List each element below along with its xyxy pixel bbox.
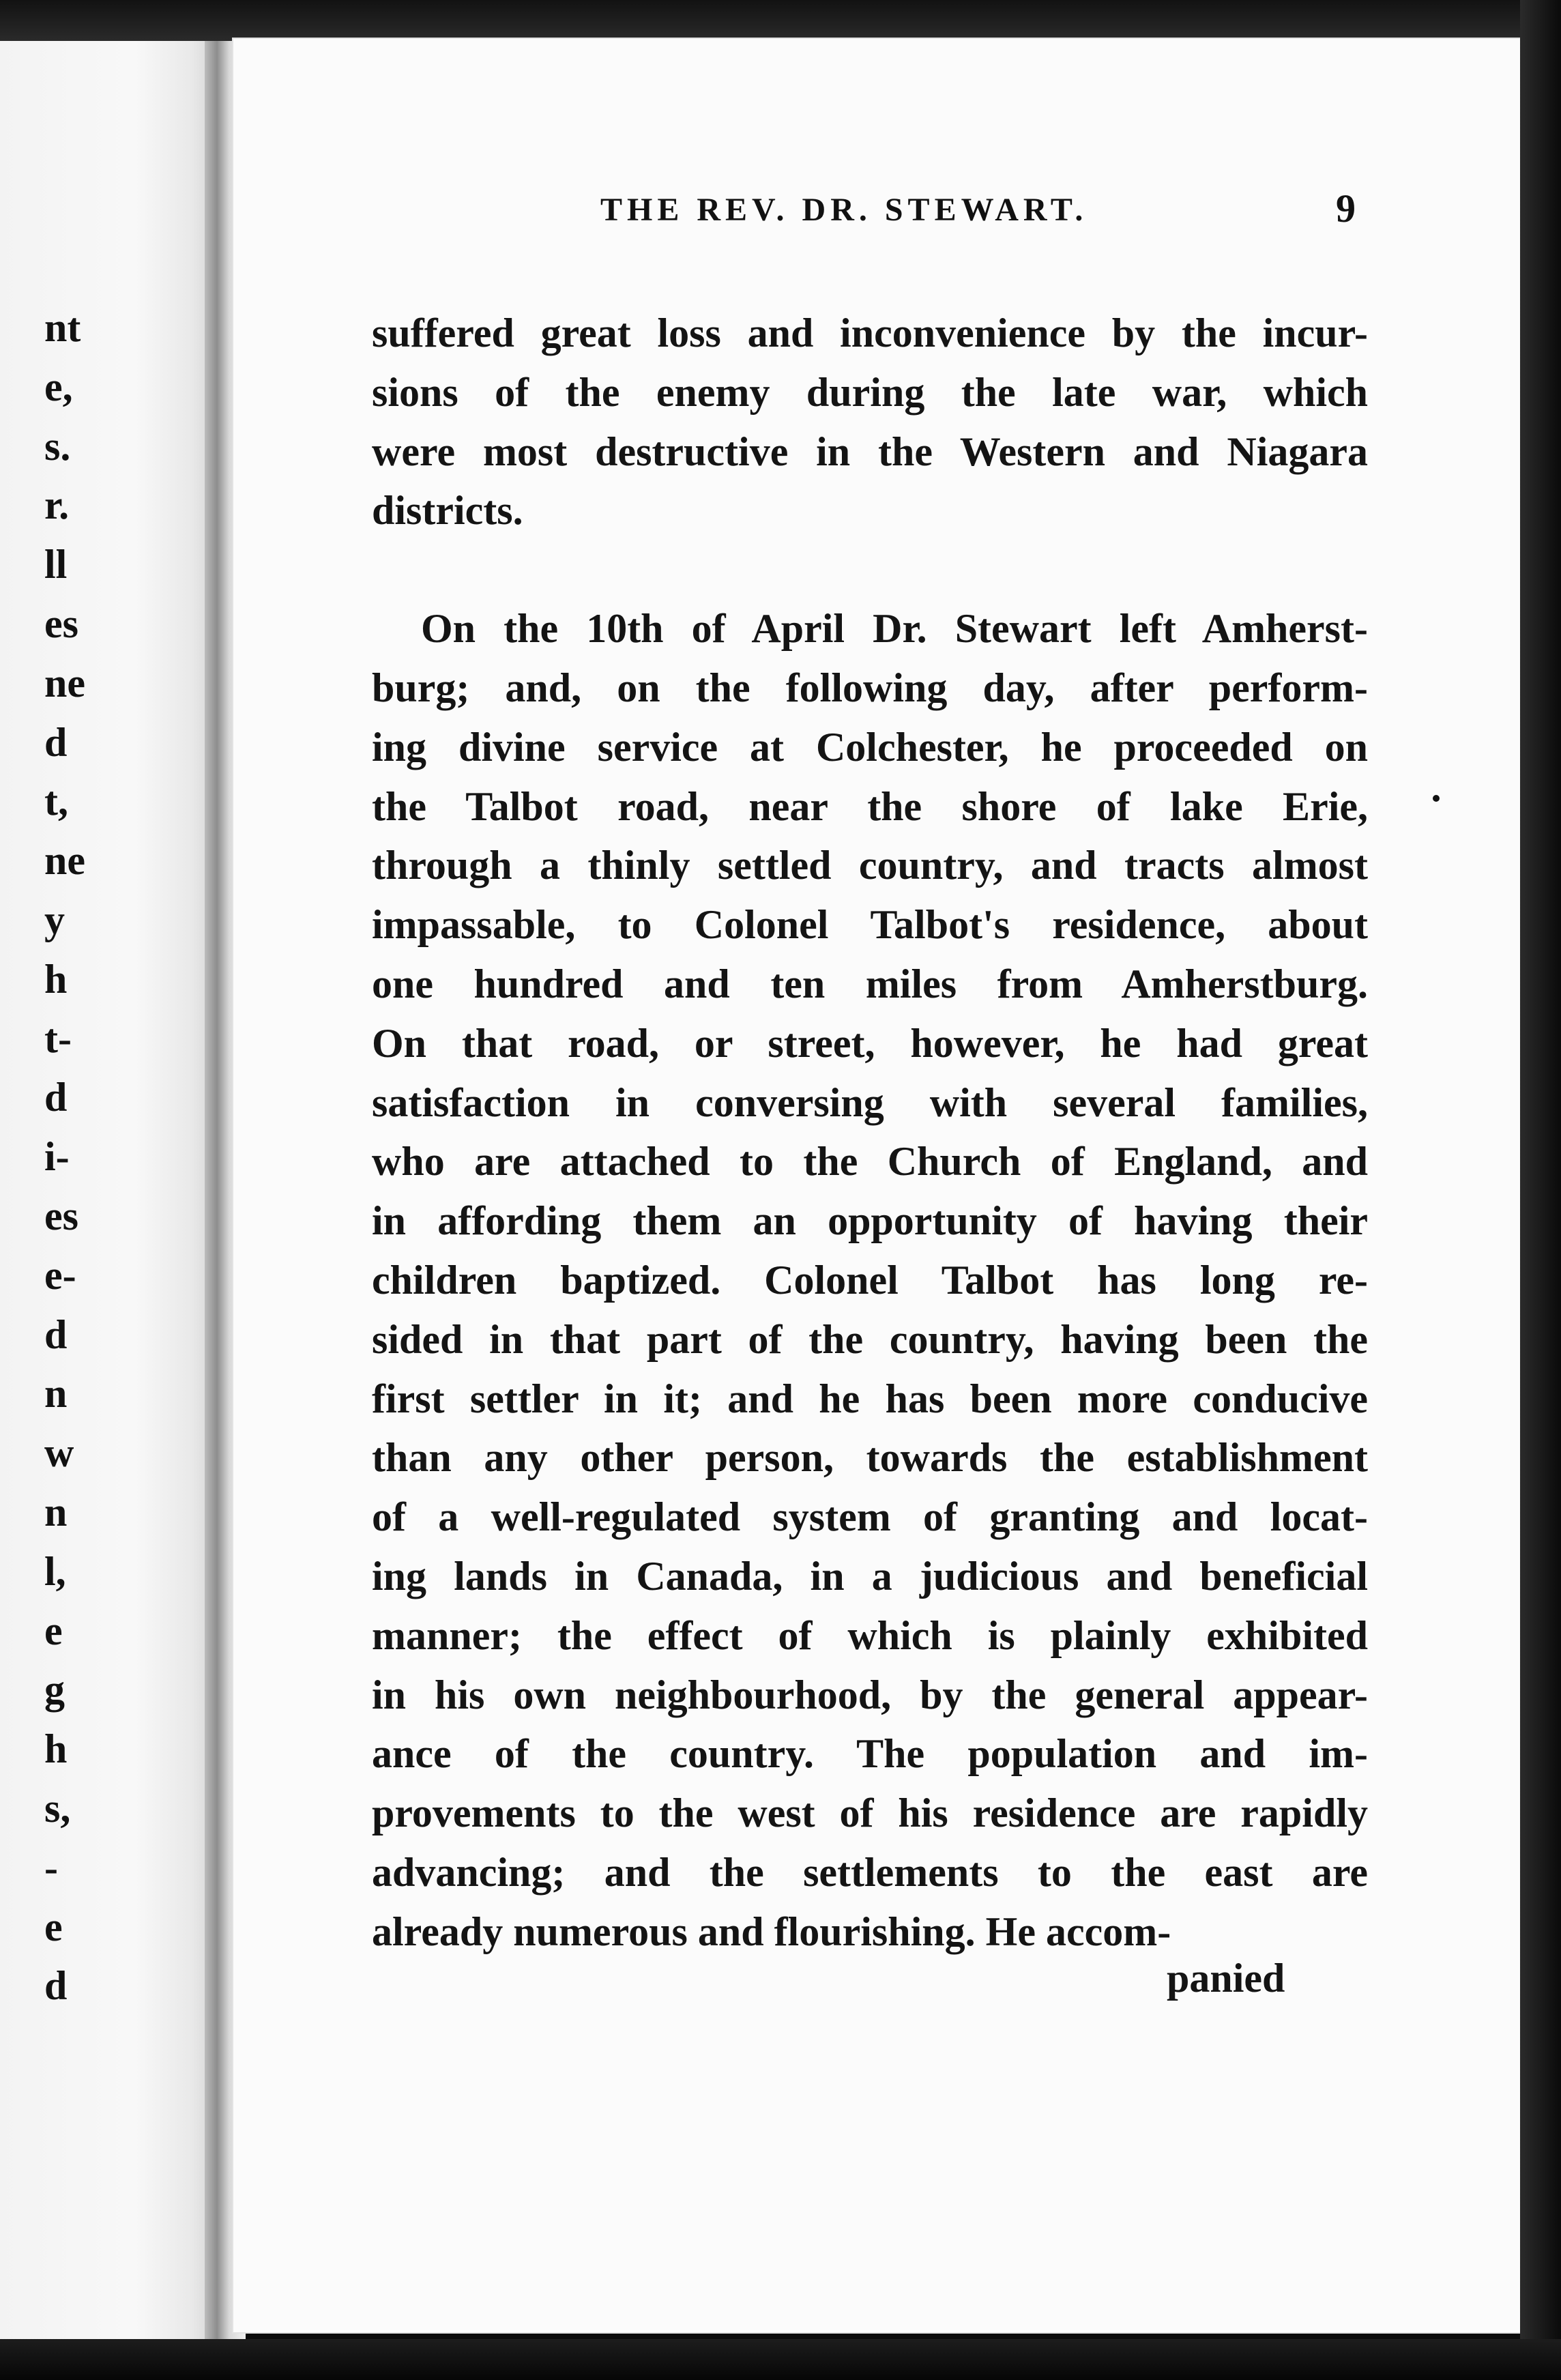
text-line: On that road, or street, however, he had great — [372, 1020, 1368, 1066]
facing-page-fragment: e — [44, 1904, 63, 1949]
facing-page-fragment: d — [44, 1075, 68, 1120]
text-line: were most destructive in the Western and Niagara — [372, 429, 1368, 474]
facing-page-fragment: e — [44, 1608, 63, 1653]
text-line: ing lands in Canada, in a judicious and beneficial — [372, 1553, 1368, 1599]
facing-page-fragment: n — [44, 1371, 68, 1417]
text-line: sided in that part of the country, having been the — [372, 1316, 1368, 1362]
facing-page-fragment: es — [44, 1193, 78, 1238]
facing-page-fragment: s. — [44, 423, 71, 469]
text-line: the Talbot road, near the shore of lake Erie, — [372, 783, 1368, 829]
facing-page-fragment: w — [44, 1430, 74, 1476]
text-line: in affording them an opportunity of having their — [372, 1198, 1368, 1244]
text-line: On the 10th of April Dr. Stewart left Amherst- — [421, 606, 1368, 652]
text-line: of a well-regulated system of granting and locat- — [372, 1494, 1368, 1540]
facing-page-fragment: h — [44, 956, 68, 1002]
paragraph — [372, 304, 1368, 540]
text-line: one hundred and ten miles from Amherstburg. — [372, 961, 1368, 1006]
facing-page-fragment: r. — [44, 482, 70, 528]
running-title: THE REV. DR. STEWART. — [600, 192, 1088, 228]
text-line: suffered great loss and inconvenience by the incur- — [372, 310, 1368, 355]
facing-page-fragment: t- — [44, 1015, 72, 1061]
page-number: 9 — [1336, 186, 1356, 231]
text-line: in his own neighbourhood, by the general appear- — [372, 1672, 1368, 1717]
facing-page-fragment: ll — [44, 542, 68, 587]
book-page — [232, 38, 1525, 2334]
facing-page-fragment: d — [44, 1311, 68, 1357]
facing-page-fragment: i- — [44, 1134, 70, 1180]
ink-speck — [1433, 795, 1440, 802]
facing-page-fragment: g — [44, 1667, 65, 1713]
text-line: children baptized. Colonel Talbot has long re- — [372, 1257, 1368, 1303]
facing-page-text-fragments — [0, 41, 225, 2347]
paragraph — [372, 599, 1368, 1961]
text-line: ing divine service at Colchester, he proceeded on — [372, 724, 1368, 770]
text-line: ance of the country. The population and im- — [372, 1731, 1368, 1777]
text-line: than any other person, towards the establishment — [372, 1435, 1368, 1481]
text-line: satisfaction in conversing with several families, — [372, 1079, 1368, 1125]
facing-page-fragment: - — [44, 1844, 58, 1890]
body-text — [372, 304, 1368, 1962]
scan-top-border — [0, 0, 1561, 41]
facing-page-fragment: l, — [44, 1548, 66, 1594]
text-line: sions of the enemy during the late war, which — [372, 369, 1368, 415]
text-line: provements to the west of his residence are rapidly — [372, 1790, 1368, 1836]
text-line: through a thinly settled country, and tracts almost — [372, 843, 1368, 888]
facing-page-fragment: e- — [44, 1252, 76, 1298]
facing-page-fragment: t, — [44, 779, 68, 824]
text-line: districts. — [372, 488, 523, 534]
facing-page-fragment: h — [44, 1726, 68, 1772]
facing-page-fragment: nt — [44, 305, 81, 350]
facing-page-fragment: ne — [44, 838, 85, 884]
catchword: panied — [1167, 1956, 1285, 2001]
text-line: manner; the effect of which is plainly exhibited — [372, 1612, 1368, 1658]
scan-right-border — [1520, 0, 1561, 2380]
facing-page-fragment: ne — [44, 660, 85, 706]
facing-page — [0, 41, 225, 2347]
text-line: advancing; and the settlements to the east are — [372, 1849, 1368, 1895]
text-line: impassable, to Colonel Talbot's residence, about — [372, 902, 1368, 948]
running-header — [232, 186, 1525, 246]
text-line: burg; and, on the following day, after perform- — [372, 665, 1368, 710]
facing-page-fragment: d — [44, 1963, 68, 2009]
text-line: who are attached to the Church of England, and — [372, 1139, 1368, 1185]
text-line: already numerous and flourishing. He accom- — [372, 1909, 1171, 1954]
text-line: first settler in it; and he has been more conducive — [372, 1376, 1368, 1421]
facing-page-fragment: s, — [44, 1786, 71, 1831]
facing-page-fragment: e, — [44, 364, 73, 409]
facing-page-fragment: n — [44, 1490, 68, 1535]
facing-page-fragment: es — [44, 601, 78, 646]
facing-page-fragment: y — [44, 897, 65, 942]
scan-bottom-border — [0, 2339, 1561, 2380]
facing-page-fragment: d — [44, 719, 68, 765]
